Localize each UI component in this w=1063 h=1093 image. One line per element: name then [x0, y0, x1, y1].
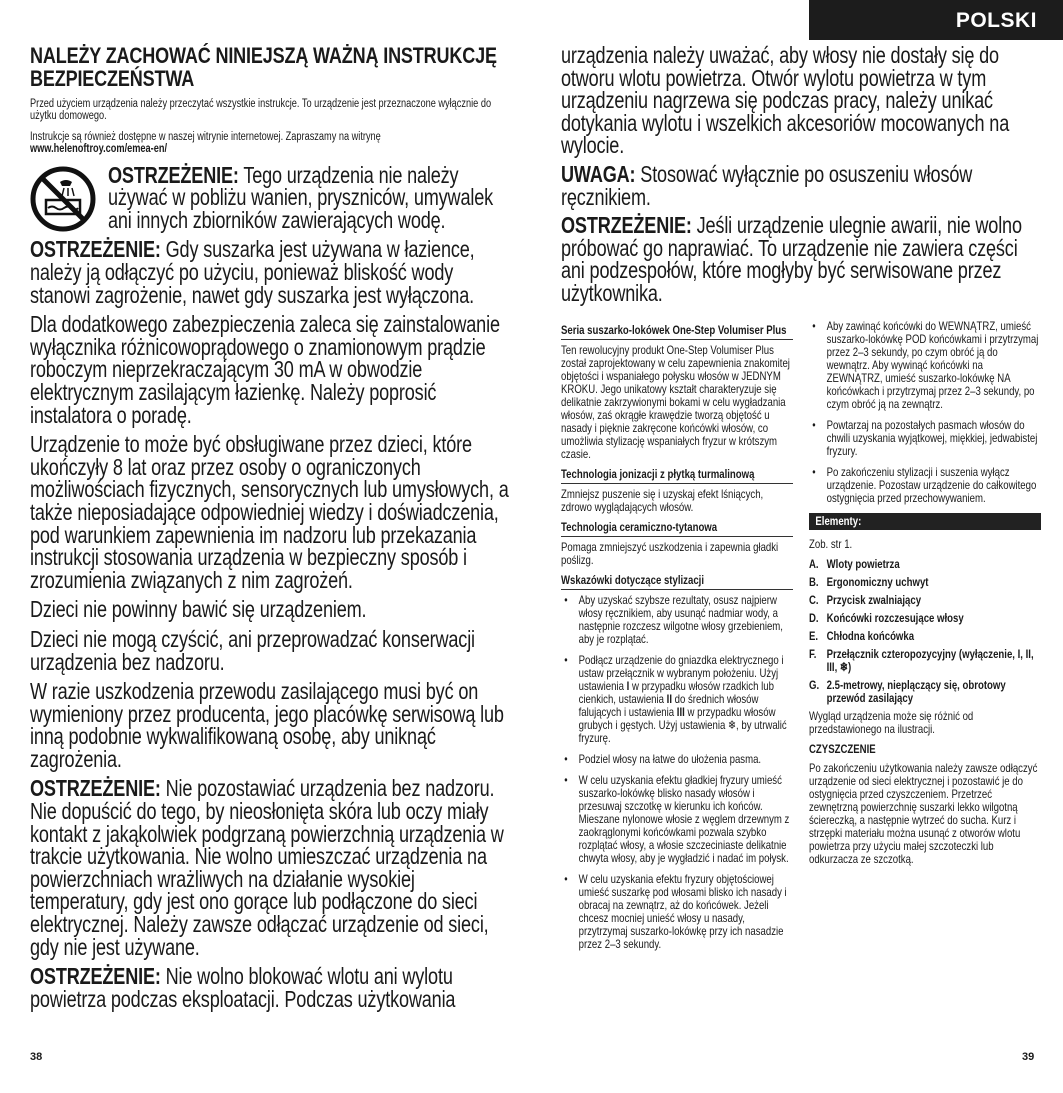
no-water-icon: [30, 166, 96, 232]
warning-label: OSTRZEŻENIE:: [108, 161, 239, 188]
list-item: • Powtarzaj na pozostałych pasmach włosów do chwili uzyskania wyjątkowej, miękkiej, jedwabistej fryzury.: [809, 419, 1041, 458]
children-play-paragraph: Dzieci nie powinny bawić się urządzeniem.: [30, 596, 367, 623]
element-letter: G.: [809, 678, 820, 692]
warning-text: Gdy suszarka jest używana w łazience, należy ją odłączyć po użyciu, ponieważ bliskość wody stanowi zagrożenie, nawet gdy suszarka jest wyłączona.: [30, 236, 475, 308]
cord-paragraph: W razie uszkodzenia przewodu zasilającego musi być on wymieniony przez producenta, jego placówkę serwisową lub inną podobnie wykwalifikowaną osobę, aby uniknąć zagrożenia.: [30, 678, 504, 772]
page-number-left: 38: [30, 1051, 43, 1063]
element-letter: A.: [809, 557, 819, 571]
ceramic-title: Technologia ceramiczno-tytanowa: [561, 521, 793, 537]
list-item: • Podziel włosy na łatwe do ułożenia pasma.: [561, 753, 793, 766]
element-letter: D.: [809, 611, 819, 625]
right-section: [809, 320, 1041, 866]
note-text: Stosować wyłącznie po osuszeniu włosów ręcznikiem.: [561, 160, 973, 210]
elements-header: Elementy:: [809, 513, 1041, 530]
tip-text: Podłącz urządzenie do gniazdka elektrycznego i ustaw przełącznik w wybranym położeniu. Użyj ustawienia: [578, 653, 784, 693]
setting-I: I: [626, 679, 630, 693]
tip-text: w przypadku włosów grubych i gęstych. Użyj ustawienia ❄, by utrwalić fryzurę.: [578, 705, 787, 745]
rcd-paragraph: Dla dodatkowego zabezpieczenia zaleca się zainstalowanie wyłącznika różnicowoprądowego o znamionowym prądzie roboczym nieprzekraczającym 30 mA w obwodzie elektrycznym zasilającym łazienkę. Należy poprosić instalatora o poradę.: [30, 311, 500, 428]
warning-bath: [108, 161, 510, 233]
tips-list-continued: [809, 320, 1041, 505]
warning-repair: [561, 214, 1032, 304]
element-text: Przełącznik czteropozycyjny (wyłączenie, I, II, III, ❄): [826, 647, 1034, 674]
tip-text: do średnich włosów falujących i ustawienia: [578, 692, 759, 719]
product-section: [561, 324, 793, 951]
element-text: Chłodna końcówka: [826, 629, 915, 643]
element-item: [809, 576, 1041, 589]
children-clean-paragraph: Dzieci nie mogą czyścić, ani przeprowadzać konserwacji urządzenia bez nadzoru.: [30, 625, 475, 675]
element-letter: C.: [809, 593, 819, 607]
ion-text: Zmniejsz puszenie się i uzyskaj efekt lśniących, zdrowo wyglądających włosów.: [561, 487, 764, 514]
element-letter: F.: [809, 647, 817, 661]
series-title: Seria suszarko-lokówek One-Step Volumiser Plus: [561, 324, 793, 340]
warning-label: OSTRZEŻENIE:: [561, 212, 692, 239]
ion-title: Technologia jonizacji z płytką turmalinową: [561, 468, 793, 484]
list-item: • Po zakończeniu stylizacji i suszenia wyłącz urządzenie. Pozostaw urządzenie do całkowitego ostygnięcia przed przechowywaniem.: [809, 466, 1041, 505]
tips-list: [561, 594, 793, 951]
element-text: Przycisk zwalniający: [826, 593, 922, 607]
warning-label: OSTRZEŻENIE:: [30, 236, 161, 263]
note-towel: [561, 160, 1032, 210]
element-item: [809, 648, 1041, 674]
element-item: [809, 612, 1041, 625]
tips-title: Wskazówki dotyczące stylizacji: [561, 574, 793, 590]
warning-label: OSTRZEŻENIE:: [30, 963, 161, 990]
element-letter: B.: [809, 575, 819, 589]
bath-warning-block: [30, 161, 510, 233]
series-text: Ten rewolucyjny produkt One-Step Volumiser Plus został zaprojektowany w celu zapewnienia znakomitej objętości i wspaniałego połysku włosów w JEDNYM KROKU. Jego unikatowy kształt charakteryzuje się delikatnie zakrzywionymi bokami w celu wygładzania włosów, zaś okrągłe krawędzie tworzą objętość u nasady i pięknie zakręcone końcówki włosów, co umożliwia stylizację wspaniałych fryzur w krótszym czasie.: [561, 343, 790, 461]
warning-label: OSTRZEŻENIE:: [30, 775, 161, 802]
warning-text: Nie wolno blokować wlotu ani wylotu powietrza podczas eksploatacji. Podczas użytkowania: [30, 963, 456, 1012]
cleaning-text: Po zakończeniu użytkowania należy zawsze odłączyć urządzenie od sieci elektrycznej i pozostawić je do ostygnięcia przed czyszczeniem. Przetrzeć zewnętrzną powierzchnię suszarki lekko wilgotną ściereczką, a następnie wytrzeć do sucha. Kurz i strzępki materiału można usunąć z otworów wlotu powietrza przy użyciu małej szczoteczki lub odkurzacza ze szczotką.: [809, 761, 1038, 866]
element-item: [809, 594, 1041, 607]
setting-II: II: [666, 692, 672, 706]
element-item: [809, 558, 1041, 571]
list-item: • W celu uzyskania efektu gładkiej fryzury umieść suszarko-lokówkę blisko nasady włosów i przesuwaj szczotkę w kierunku ich końców. Mieszane nylonowe włosie z węglem drzewnym z zaokrąglonymi końcówkami pozwala szybko rozplątać włosy, a włosie szczeciniaste delikatnie chwyta włosy, aby je wygładzić i nadać im połysk.: [561, 774, 793, 865]
elements-list: [809, 558, 1041, 705]
airflow-continued: urządzenia należy uważać, aby włosy nie dostały się do otworu wlotu powietrza. Otwór wylotu powietrza w tym urządzeniu nagrzewa się podczas pracy, należy unikać dotykania wylotu i wszelkich akcesoriów mocowanych na wylocie.: [561, 42, 1010, 159]
website-text: [30, 131, 510, 156]
language-tab: POLSKI: [809, 0, 1063, 40]
warning-airflow: [30, 965, 510, 1010]
children-paragraph: Urządzenie to może być obsługiwane przez dzieci, które ukończyły 8 lat oraz przez osoby o ograniczonych możliwościach fizycznych, sensorycznych lub umysłowych, a także nieposiadające odpowiedniej wiedzy i doświadczenia, pod warunkiem zapewnienia im nadzoru lub przekazania instrukcji stosowania urządzenia w bezpieczny sposób i zrozumienia związanych z nim zagrożeń.: [30, 431, 509, 593]
right-column: [809, 319, 1039, 873]
website-intro: Instrukcje są również dostępne w naszej witrynie internetowej. Zapraszamy na witrynę: [30, 130, 381, 143]
list-item: • Aby uzyskać szybsze rezultaty, osusz najpierw włosy ręcznikiem, aby usunąć nadmiar wody, a następnie rozczesz wilgotne włosy grzebieniem, aby je rozplątać.: [561, 594, 793, 646]
list-item: • W celu uzyskania efektu fryzury objętościowej umieść suszarkę pod włosami blisko ich nasady i obracaj na zewnątrz, aż do końcówek. Jeżeli chcesz mocniej unieść włosy u nasady, przytrzymaj suszarko-lokówkę przy ich nasadzie przez 2–3 sekundy.: [561, 873, 793, 951]
page-number-right: 39: [1022, 1051, 1035, 1063]
element-text: Ergonomiczny uchwyt: [826, 575, 929, 589]
intro-text: Przed użyciem urządzenia należy przeczytać wszystkie instrukcje. To urządzenie jest przeznaczone wyłącznie do użytku domowego.: [30, 98, 492, 123]
ceramic-text: Pomaga zmniejszyć uszkodzenia i zapewnia gładki poślizg.: [561, 540, 779, 567]
setting-III: III: [676, 705, 685, 719]
tip-text: w przypadku włosów rzadkich lub cienkich, ustawienia: [578, 679, 774, 706]
appearance-note: Wygląd urządzenia może się różnić od przedstawionego na ilustracji.: [809, 709, 974, 736]
element-letter: E.: [809, 629, 819, 643]
note-label: UWAGA:: [561, 160, 636, 187]
element-item: [809, 630, 1041, 643]
middle-column: [561, 324, 793, 959]
left-column: [30, 44, 510, 1017]
element-text: 2.5-metrowy, nieplączący się, obrotowy przewód zasilający: [826, 678, 1006, 705]
warning-bathroom: [30, 238, 510, 306]
cleaning-title: CZYSZCZENIE: [809, 742, 876, 756]
website-url[interactable]: www.helenoftroy.com/emea-en/: [30, 143, 168, 156]
element-text: Końcówki rozczesujące włosy: [826, 611, 964, 625]
warning-unattended: [30, 777, 510, 958]
page-title: NALEŻY ZACHOWAĆ NINIEJSZĄ WAŻNĄ INSTRUKCJĘ BEZPIECZEŃSTWA: [30, 43, 497, 91]
see-page-text: Zob. str 1.: [809, 537, 853, 551]
element-item: [809, 679, 1041, 705]
list-item: [561, 654, 793, 745]
warning-text: Tego urządzenia nie należy używać w pobliżu wanien, pryszniców, umywalek ani innych zbiorników zawierających wodę.: [108, 161, 494, 233]
element-text: Wloty powietrza: [826, 557, 900, 571]
warning-text: Nie pozostawiać urządzenia bez nadzoru. Nie dopuścić do tego, by nieosłonięta skóra lub oczy miały kontakt z jakąkolwiek podgrzaną powierzchnią urządzenia w trakcie użytkowania. Nie wolno umieszczać urządzenia na powierzchniach wrażliwych na działanie wysokiej temperatury, gdy jest ono gorące lub podłączone do sieci elektrycznej. Należy zawsze odłączać urządzenie od sieci, gdy nie jest używane.: [30, 775, 504, 960]
middle-top-column: [561, 44, 1031, 311]
list-item: • Aby zawinąć końcówki do WEWNĄTRZ, umieść suszarko-lokówkę POD końcówkami i przytrzymaj przez 2–3 sekundy, po czym obróć ją do wewnątrz. Aby wywinąć końcówki na ZEWNĄTRZ, umieść suszarko-lokówkę NA końcówkach i przytrzymaj przez 2–3 sekundy, po czym obróć ją na zewnątrz.: [809, 320, 1041, 411]
warning-text: Jeśli urządzenie ulegnie awarii, nie wolno próbować go naprawiać. To urządzenie nie zawiera części ani podzespołów, które mogłyby być serwisowane przez użytkownika.: [561, 212, 1022, 306]
